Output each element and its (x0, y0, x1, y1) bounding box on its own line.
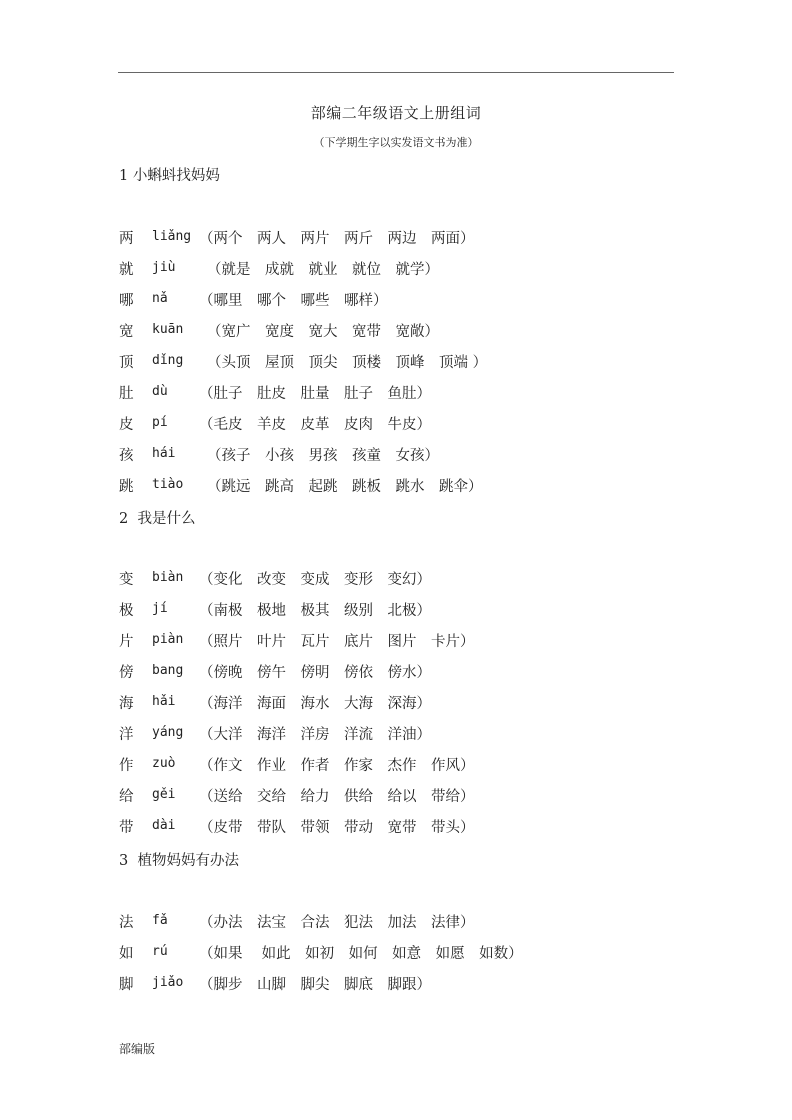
section-heading: 2 我是什么 (119, 511, 196, 527)
entry-character: 极 (119, 603, 134, 619)
entry-pinyin: bang (152, 663, 184, 678)
entry-pinyin: jiǎo (152, 975, 184, 990)
entry-character: 如 (119, 946, 134, 962)
entry-pinyin: hái (152, 446, 176, 461)
entry-character: 洋 (119, 727, 134, 743)
entry-character: 就 (119, 262, 134, 278)
entry-words: （皮带 带队 带领 带动 宽带 带头） (199, 820, 475, 836)
entry-pinyin: dài (152, 818, 176, 833)
entry-character: 肚 (119, 386, 134, 402)
entry-pinyin: zuò (152, 756, 176, 771)
entry-character: 皮 (119, 417, 134, 433)
entry-character: 孩 (119, 448, 134, 464)
entry-pinyin: tiào (152, 477, 184, 492)
entry-words: （南极 极地 极其 级别 北极） (199, 603, 431, 619)
entry-pinyin: kuān (152, 322, 184, 337)
entry-words: （毛皮 羊皮 皮革 皮肉 牛皮） (199, 417, 431, 433)
document-title: 部编二年级语文上册组词 (310, 104, 482, 122)
entry-character: 变 (119, 572, 134, 588)
entry-words: （大洋 海洋 洋房 洋流 洋油） (199, 727, 431, 743)
entry-character: 跳 (119, 479, 134, 495)
entry-character: 哪 (119, 293, 134, 309)
entry-words: （孩子 小孩 男孩 孩童 女孩） (207, 448, 439, 464)
entry-words: （作文 作业 作者 作家 杰作 作风） (199, 758, 475, 774)
entry-words: （就是 成就 就业 就位 就学） (207, 262, 439, 278)
header-rule (118, 72, 674, 73)
entry-pinyin: dù (152, 384, 168, 399)
entry-pinyin: yáng (152, 725, 184, 740)
entry-words: （照片 叶片 瓦片 底片 图片 卡片） (199, 634, 475, 650)
entry-pinyin: nǎ (152, 291, 168, 306)
entry-words: （傍晚 傍午 傍明 傍依 傍水） (199, 665, 431, 681)
entry-words: （头顶 屋顶 顶尖 顶楼 顶峰 顶端 ） (207, 355, 488, 371)
entry-character: 脚 (119, 977, 134, 993)
entry-words: （宽广 宽度 宽大 宽带 宽敞） (207, 324, 439, 340)
section-heading: 3 植物妈妈有办法 (119, 853, 239, 869)
entry-pinyin: fǎ (152, 913, 168, 928)
entry-words: （哪里 哪个 哪些 哪样） (199, 293, 388, 309)
entry-character: 宽 (119, 324, 134, 340)
entry-character: 两 (119, 231, 134, 247)
section-heading: 1 小蝌蚪找妈妈 (119, 168, 220, 184)
entry-pinyin: piàn (152, 632, 184, 647)
entry-character: 给 (119, 789, 134, 805)
entry-pinyin: biàn (152, 570, 184, 585)
entry-words: （变化 改变 变成 变形 变幻） (199, 572, 431, 588)
entry-words: （海洋 海面 海水 大海 深海） (199, 696, 431, 712)
entry-character: 法 (119, 915, 134, 931)
entry-pinyin: jiù (152, 260, 176, 275)
entry-character: 顶 (119, 355, 134, 371)
entry-character: 带 (119, 820, 134, 836)
entry-words: （办法 法宝 合法 犯法 加法 法律） (199, 915, 475, 931)
entry-words: （如果 如此 如初 如何 如意 如愿 如数） (199, 946, 523, 962)
entry-character: 作 (119, 758, 134, 774)
entry-words: （送给 交给 给力 供给 给以 带给） (199, 789, 475, 805)
entry-pinyin: rú (152, 944, 168, 959)
entry-pinyin: hǎi (152, 694, 176, 709)
entry-character: 傍 (119, 665, 134, 681)
entry-pinyin: gěi (152, 787, 176, 802)
entry-words: （两个 两人 两片 两斤 两边 两面） (199, 231, 475, 247)
footer-label: 部编版 (119, 1042, 156, 1056)
entry-pinyin: jí (152, 601, 168, 616)
entry-pinyin: liǎng (152, 229, 192, 244)
document-subtitle: （下学期生字以实发语文书为准） (313, 136, 479, 149)
entry-character: 海 (119, 696, 134, 712)
entry-words: （肚子 肚皮 肚量 肚子 鱼肚） (199, 386, 431, 402)
entry-words: （脚步 山脚 脚尖 脚底 脚跟） (199, 977, 431, 993)
entry-character: 片 (119, 634, 134, 650)
entry-words: （跳远 跳高 起跳 跳板 跳水 跳伞） (207, 479, 483, 495)
entry-pinyin: pí (152, 415, 168, 430)
entry-pinyin: dǐng (152, 353, 184, 368)
